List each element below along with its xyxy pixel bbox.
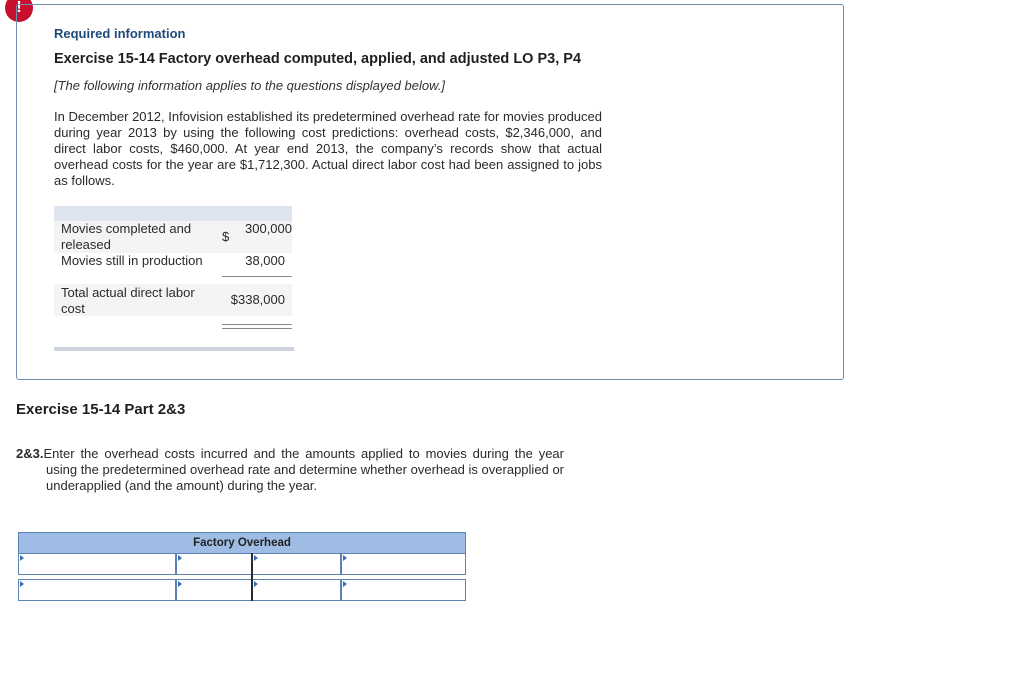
credit-label-input-2[interactable] <box>341 579 466 601</box>
debit-amount-input-1[interactable] <box>176 553 252 575</box>
instruction-number: 2&3. <box>16 446 44 461</box>
subtotal-line <box>222 276 292 277</box>
t-account-title: Factory Overhead <box>18 532 466 554</box>
dollar-sign: $ <box>222 229 230 244</box>
scenario-text: In December 2012, Infovision established its predetermined overhead rate for movies produced during year 2013 by using the following cost predictions: overhead costs, $2,346,000, and direct labor costs, $460,000. At year end 2013, the company’s records show that actual overhead costs for the year are $1,712,300. Actual direct labor cost had been assigned to jobs as follows. <box>54 109 602 188</box>
credit-amount-input-1[interactable] <box>252 553 341 575</box>
credit-amount-input-2[interactable] <box>252 579 341 601</box>
credit-label-input-1[interactable] <box>341 553 466 575</box>
debit-label-input-1[interactable] <box>18 553 176 575</box>
t-account-grid <box>18 553 466 601</box>
total-label: Total actual direct labor cost <box>61 285 195 316</box>
total-value: $338,000 <box>230 292 285 307</box>
instruction-body: Enter the overhead costs incurred and the amounts applied to movies during the year using the predetermined overhead rate and determine whether overhead is overapplied or underapplied (and the amount) during the year. <box>43 446 564 493</box>
part-title: Exercise 15-14 Part 2&3 <box>16 401 186 418</box>
row-label-completed: Movies completed and released <box>61 221 192 252</box>
double-underline-top <box>222 324 292 325</box>
row-value-completed: 300,000 <box>245 221 292 236</box>
row-value-in-production: 38,000 <box>245 253 285 268</box>
debit-label-input-2[interactable] <box>18 579 176 601</box>
exercise-note: [The following information applies to the questions displayed below.] <box>54 78 445 93</box>
debit-amount-input-2[interactable] <box>176 579 252 601</box>
alert-icon: ! <box>5 0 33 22</box>
exercise-title: Exercise 15-14 Factory overhead computed, applied, and adjusted LO P3, P4 <box>54 51 582 67</box>
table-header-bar <box>54 206 292 221</box>
row-label-in-production: Movies still in production <box>61 253 203 268</box>
required-information-heading: Required information <box>54 26 186 41</box>
t-account-center-line <box>251 553 253 601</box>
instruction-text <box>16 446 564 494</box>
double-underline-bottom <box>222 328 292 329</box>
table-footer-bar <box>54 347 294 351</box>
